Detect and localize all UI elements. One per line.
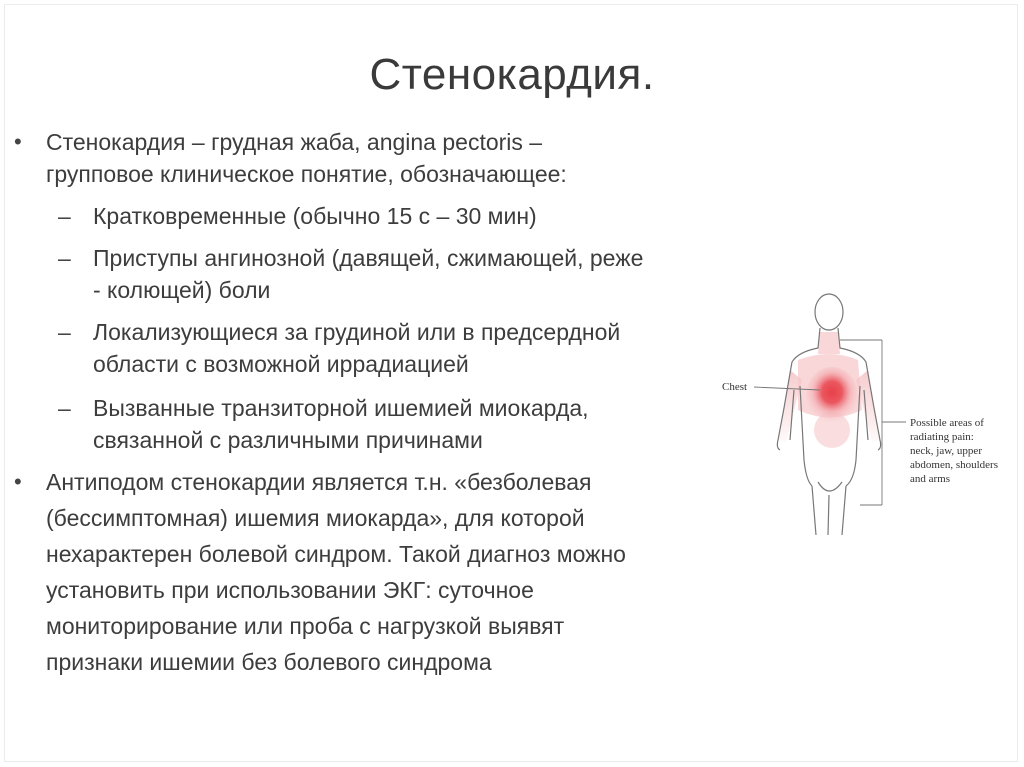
radiating-pain-label: Possible areas of radiating pain: neck, jaw, upper abdomen, shoulders and arms bbox=[910, 417, 998, 485]
sub-item-3-line-1: Локализующиеся за грудиной или в предсердной bbox=[93, 319, 621, 345]
chest-pain-center bbox=[806, 367, 858, 423]
bullet-2-line-6: признаки ишемии без болевого синдрома bbox=[46, 649, 492, 675]
bullet-1-line-2: групповое клиническое понятие, обозначающее: bbox=[46, 161, 567, 187]
dash-marker: – bbox=[58, 245, 71, 271]
sub-item-2-line-2: - колющей) боли bbox=[93, 277, 271, 303]
bullet-2-line-2: (бессимптомная) ишемия миокарда», для которой bbox=[46, 505, 585, 531]
bullet-marker: • bbox=[14, 469, 22, 494]
bullet-marker: • bbox=[14, 129, 22, 154]
bullet-1-line-1: Стенокардия – грудная жаба, angina pectoris – bbox=[46, 129, 543, 155]
sub-item-4-line-1: Вызванные транзиторной ишемией миокарда, bbox=[93, 395, 589, 421]
bullet-2-line-4: установить при использовании ЭКГ: суточное bbox=[46, 577, 534, 603]
body-diagram bbox=[720, 290, 1020, 540]
bullet-2-line-1: Антиподом стенокардии является т.н. «безболевая bbox=[46, 469, 592, 495]
sub-item-4-line-2: связанной с различными причинами bbox=[93, 427, 483, 453]
dash-marker: – bbox=[58, 203, 71, 229]
angina-pain-figure bbox=[720, 290, 1020, 540]
sub-item-1-line-1: Кратковременные (обычно 15 с – 30 мин) bbox=[93, 203, 537, 229]
pain-area-neck bbox=[818, 332, 840, 354]
chest-label: Chest bbox=[722, 381, 748, 393]
dash-marker: – bbox=[58, 395, 71, 421]
slide-title: Стенокардия. bbox=[369, 50, 655, 99]
sub-item-2-line-1: Приступы ангинозной (давящей, сжимающей, реже bbox=[93, 245, 644, 271]
dash-marker: – bbox=[58, 319, 71, 345]
bullet-2-line-3: нехарактерен болевой синдром. Такой диагноз можно bbox=[46, 541, 626, 567]
bullet-2-line-5: мониторирование или проба с нагрузкой выявят bbox=[46, 613, 565, 639]
sub-item-3-line-2: области с возможной иррадиацией bbox=[93, 351, 469, 377]
